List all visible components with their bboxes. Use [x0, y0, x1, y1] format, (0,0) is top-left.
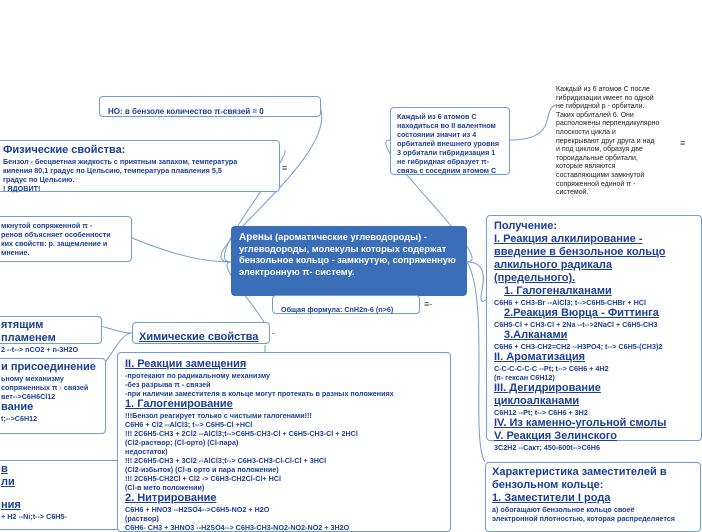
- obtaining-line: введение в бензольное кольцо: [494, 246, 666, 258]
- partial-left-line: в: [1, 463, 8, 475]
- carbon-line: находиться во II валентном: [397, 121, 496, 130]
- substitution-line: C6H6- CH3 + 3HNO3 --H2SO4--> C6H3-CH3-NO2-NO2-NO2 + 3H2O: [125, 523, 350, 532]
- substitution-line: (раствор): [125, 514, 159, 523]
- partial-left-line: ния: [1, 499, 21, 511]
- partial-left-line: ли: [1, 476, 15, 488]
- hybrid-line: тороидальные орбитали,: [556, 154, 638, 162]
- obtaining-line: C6H5-Cl + CH3-Cl + 2Na --t-->2NaCl + C6H5-CH3: [494, 320, 658, 329]
- closed-pi-line: ких свойств: р. защемление и: [1, 239, 108, 248]
- pi-bonds-text: НО: в бензоле количество π-связей = 0: [108, 107, 264, 116]
- carbon-line: состоянии значит из 4: [397, 130, 477, 139]
- central-topic-title: Арены: [239, 232, 273, 243]
- obtaining-node[interactable]: [486, 215, 702, 452]
- hybrid-line: составляющими замкнутой: [556, 171, 645, 179]
- obtaining-line: циклоалканами: [494, 395, 580, 407]
- obtaining-line: I. Реакция алкилирование -: [494, 233, 643, 245]
- physical-line: Бензол - бесцветная жидкость с приятным запахом, температура: [3, 157, 238, 166]
- obtaining-line: V. Реакция Зелинского: [494, 430, 617, 442]
- hybridization-note: [556, 86, 659, 198]
- obtaining-line: IV. Из каменно-угольной смолы: [494, 417, 667, 429]
- closed-pi-line: мкнутой сопряженной π -: [1, 221, 93, 230]
- obtaining-line: алкильного радикала: [494, 259, 613, 271]
- addition-reactions-node[interactable]: [0, 358, 106, 434]
- addition-line: вет-->C6H6Cl12: [1, 392, 56, 401]
- hybrid-line: расположены перпендикулярно: [556, 120, 660, 128]
- central-topic-text: (ароматические углеводороды) - углеводороды, молекулы которых содержат бензольное кольцо - замкнутую, сопряженную электронную π- систему.: [239, 232, 456, 277]
- substitution-line: недостаток): [125, 447, 168, 456]
- combustion-node[interactable]: [0, 316, 102, 354]
- hybrid-line: плоскости цикла и: [556, 128, 616, 136]
- physical-properties-node[interactable]: [0, 140, 280, 192]
- obtaining-line: 3C2H2 --Cакт; 450-600t-->C6H6: [494, 443, 600, 452]
- obtaining-line: C6H6 + CH3-CH2=CH2 --H3PO4; t--> C6H5-(CH3)2: [494, 342, 663, 351]
- chemical-properties-node[interactable]: [132, 322, 270, 344]
- substitution-line: C6H6 + Cl2 --AlCl3; t--> C6H5-Cl +HCl: [125, 420, 253, 429]
- closed-pi-line: мнение.: [1, 248, 30, 257]
- carbon-line: орбиталей внешнего уровня: [397, 139, 500, 148]
- hybrid-line: системой.: [556, 189, 589, 197]
- collapse-icon[interactable]: -: [272, 328, 275, 338]
- substitution-line: !!! 2C6H5-CH3 + 2Cl2 --AlCl3;t-->C6H5-CH3-Cl + C6H5-CH3-Cl + 2HCl: [125, 429, 358, 438]
- partial-left-node[interactable]: [0, 460, 120, 530]
- notes-icon[interactable]: ≡: [680, 138, 686, 148]
- addition-line: ьному механизму: [1, 374, 64, 383]
- carbon-line: Каждый из 6 атомов С: [397, 112, 477, 121]
- substitution-line: -без разрыва π - связей: [125, 380, 211, 389]
- addition-line: сопряженных π - связей: [1, 383, 89, 392]
- notes-icon[interactable]: ≡: [282, 163, 288, 173]
- addition-line: t;-->C6H12: [1, 414, 38, 423]
- substitution-line: (Cl2-избыток) (Cl-в орто и пара положение): [125, 465, 279, 474]
- substituents-subtitle: 1. Заместители I рода: [492, 492, 611, 504]
- substituents-line: электронной плотностью, которая распределяется: [492, 514, 675, 523]
- substitution-line: C6H6 + HNO3 --H2SO4-->C6H5-NO2 + H2O: [125, 505, 270, 514]
- hybrid-line: Каждый из 6 атомов С после: [556, 86, 650, 93]
- addition-line: и присоединение: [1, 361, 96, 373]
- hybrid-line: и под циклом, образуя две: [556, 146, 643, 154]
- pi-bonds-node[interactable]: [99, 96, 321, 117]
- combustion-title: ятящим пламенем: [1, 319, 56, 344]
- collapse-icon[interactable]: ≡-: [424, 299, 433, 309]
- obtaining-line: C-C-C-C-C-C --Pt; t--> C6H6 + 4H2: [494, 364, 609, 373]
- central-topic-arenes[interactable]: [231, 226, 467, 296]
- substitution-line: 2. Нитрирование: [125, 492, 217, 504]
- obtaining-line: C6H6 + CH3-Br --AlCl3; t-->C6H5-CHBr + HCl: [494, 298, 646, 307]
- substituents-title: Характеристика заместителей в бензольном кольце:: [492, 466, 667, 491]
- closed-pi-line: ренов объясняет особенности: [1, 230, 111, 239]
- hybrid-line: не гибридной р - орбитали.: [556, 103, 645, 111]
- obtaining-title: Получение:: [494, 220, 558, 232]
- obtaining-line: 3.Алканами: [504, 329, 568, 341]
- hybrid-line: сопряженной единой π -: [556, 180, 636, 188]
- hybrid-line: Таких орбиталей 6. Они: [556, 111, 634, 119]
- substitution-line: -протекают по радикальному механизму: [125, 371, 271, 380]
- substitution-line: (Cl-в мето положении): [125, 483, 205, 492]
- substitution-line: II. Реакции замещения: [125, 358, 247, 370]
- obtaining-line: III. Дегидрирование: [494, 382, 601, 394]
- carbon-line: связь с соседним атомом С: [397, 166, 497, 175]
- obtaining-line: (п- гексан C6H12): [494, 373, 555, 382]
- obtaining-line: 2.Реакция Вюрца - Фиттинга: [504, 307, 659, 319]
- physical-properties-title: Физические свойства:: [3, 144, 126, 156]
- substitution-line: (Cl2-раствор; (Cl-орто) (Cl-пара): [125, 438, 239, 447]
- hybrid-line: перекрывают друг друга и над: [556, 137, 655, 145]
- substitution-line: 1. Галогенирование: [125, 398, 233, 410]
- substituents-node[interactable]: [485, 462, 701, 532]
- general-formula-node[interactable]: [272, 295, 420, 314]
- physical-line: кипения 80,1 градус по Цельсию, температура плавления 5,5: [3, 166, 222, 175]
- substitution-line: !!! 2C6H5-CH3 + 3Cl2 --AlCl3;t--> C6H3-CH3-Cl-Cl-Cl + 3HCl: [125, 456, 327, 465]
- obtaining-line: (предельного).: [494, 272, 576, 284]
- carbon-line: не гибридная образует π-: [397, 157, 490, 166]
- substitution-line: -при наличии заместителя в кольце могут протекать в разных положениях: [125, 389, 394, 398]
- substitution-line: !!! 2C6H5-CH2Cl + Cl2 -> C6H3-CH2Cl-Cl+ HCl: [125, 474, 281, 483]
- physical-line: градус по Цельсию.: [3, 175, 75, 184]
- chemical-properties-title: Химические свойства: [139, 331, 259, 343]
- substitution-reactions-node[interactable]: [117, 352, 451, 532]
- substitution-line: !!!Бензол реагирует только с чистыми галогенами!!!: [125, 411, 312, 420]
- partial-left-line: + H2 --Ni;t--> C6H5-: [1, 512, 67, 521]
- combustion-formula: 2 --t--> nCO2 + n-3H2O: [1, 345, 79, 354]
- carbon-line: 3 орбитали гибридизация 1: [397, 148, 496, 157]
- closed-pi-system-node[interactable]: [0, 216, 132, 262]
- hybrid-line: которые являются: [556, 163, 616, 171]
- physical-line: ! ЯДОВИТ!: [3, 184, 41, 193]
- obtaining-line: II. Ароматизация: [494, 351, 586, 363]
- hybrid-line: гибридизации имеет по одной: [556, 94, 654, 102]
- obtaining-line: 1. Галогеналканами: [504, 285, 612, 297]
- general-formula-text: Общая формула: CnH2n-6 (n>6): [281, 305, 394, 314]
- carbon-valence-node[interactable]: [390, 107, 510, 175]
- substituents-line: а) обогащают бензольное кольцо своеё: [492, 505, 635, 514]
- addition-line: вание: [1, 401, 34, 413]
- obtaining-line: C6H12 --Pt; t--> C6H6 + 3H2: [494, 408, 588, 417]
